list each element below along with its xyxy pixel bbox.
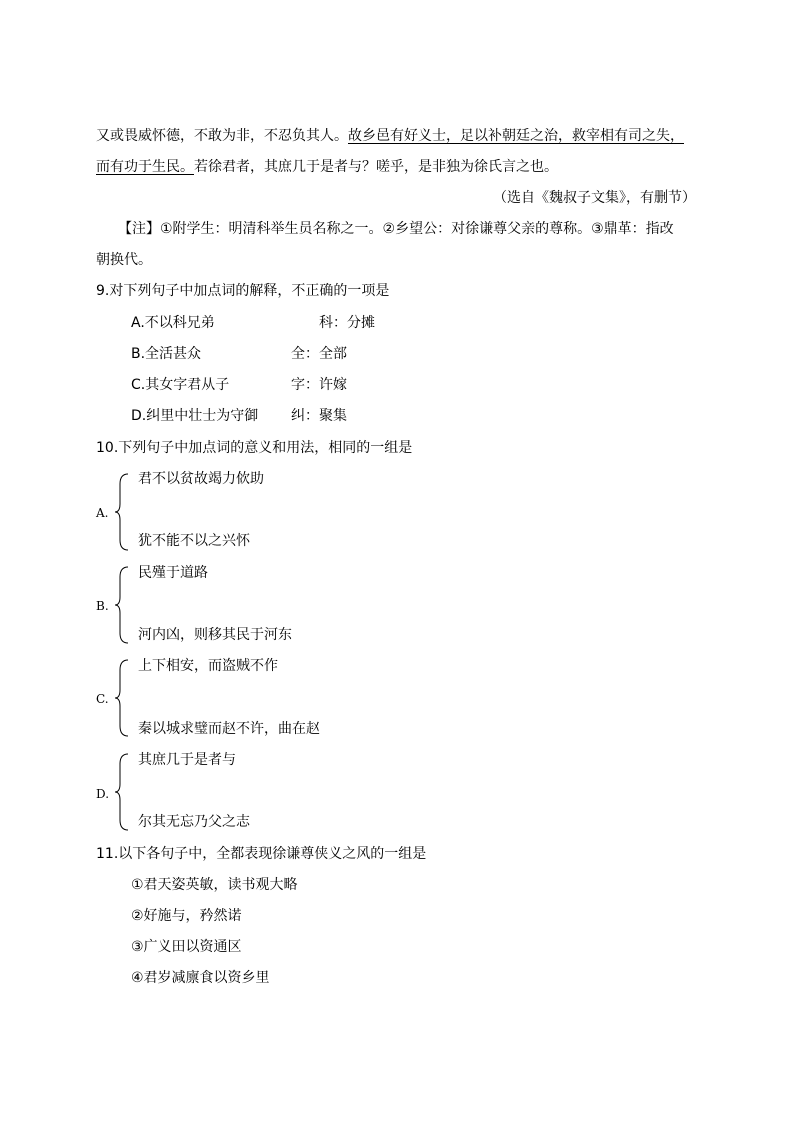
q11-item-4: ④君岁减廪食以资乡里 (131, 970, 270, 986)
q10-option-b-bottom: 河内凶，则移其民于河东 (138, 627, 292, 643)
q10-option-c-letter: C. (96, 692, 109, 706)
passage-source: （选自《魏叔子文集》，有删节） (493, 190, 696, 206)
q11-item-3: ③广义田以资通区 (131, 939, 242, 955)
q9-option-c: C.其女字君从子 (131, 377, 230, 393)
passage-line-1 (96, 126, 684, 146)
q10-option-d-top: 其庶几于是者与 (138, 752, 236, 768)
passage-line-2-plain: 若徐君者，其庶几于是者与？嗟乎，是非独为徐氏言之也。 (194, 159, 558, 175)
question-11-stem: 11.以下各句子中，全都表现徐谦尊侠义之风的一组是 (96, 846, 427, 862)
q10-option-a-bottom: 犹不能不以之兴怀 (138, 533, 250, 549)
q10-option-a-brace-icon (114, 472, 130, 552)
q11-item-2: ②好施与，矜然诺 (131, 908, 242, 924)
q9-option-b: B.全活甚众 (131, 346, 202, 362)
q11-item-1: ①君天姿英敏，读书观大略 (131, 877, 298, 893)
q10-option-d-letter: D. (96, 787, 110, 801)
q10-option-a-top: 君不以贫故竭力佽助 (138, 471, 264, 487)
question-9-stem: 9.对下列句子中加点词的解释，不正确的一项是 (96, 283, 390, 299)
q10-option-c-brace-icon (114, 658, 130, 738)
q10-option-a-letter: A. (96, 506, 109, 520)
q10-option-b-top: 民殣于道路 (138, 565, 208, 581)
passage-line-2 (96, 157, 558, 177)
q9-option-d: D.纠里中壮士为守御 (131, 408, 259, 424)
q9-option-b-gloss: 全：全部 (291, 346, 347, 362)
q9-option-d-gloss: 纠：聚集 (291, 408, 347, 424)
q10-option-b-letter: B. (96, 599, 109, 613)
passage-line-1-plain: 又或畏威怀德，不敢为非，不忍负其人。 (96, 128, 348, 144)
note-line-2: 朝换代。 (96, 252, 152, 268)
q9-option-a-gloss: 科：分摊 (319, 315, 375, 331)
q9-option-a: A.不以科兄弟 (131, 315, 215, 331)
passage-underlined-sentence-part-2: 而有功于生民。 (96, 159, 194, 175)
q10-option-d-brace-icon (114, 752, 130, 832)
q9-option-c-gloss: 字：许嫁 (291, 377, 347, 393)
passage-underlined-sentence-part-1: 故乡邑有好义士，足以补朝廷之治，救宰相有司之失， (348, 128, 684, 144)
q10-option-d-bottom: 尔其无忘乃父之志 (138, 814, 250, 830)
q10-option-c-top: 上下相安，而盗贼不作 (138, 658, 278, 674)
question-10-stem: 10.下列句子中加点词的意义和用法，相同的一组是 (96, 440, 413, 456)
q10-option-b-brace-icon (114, 565, 130, 645)
note-line-1: 【注】①附学生：明清科举生员名称之一。②乡望公：对徐谦尊父亲的尊称。③鼎革：指改 (118, 221, 674, 237)
q10-option-c-bottom: 秦以城求璧而赵不许，曲在赵 (138, 721, 320, 737)
